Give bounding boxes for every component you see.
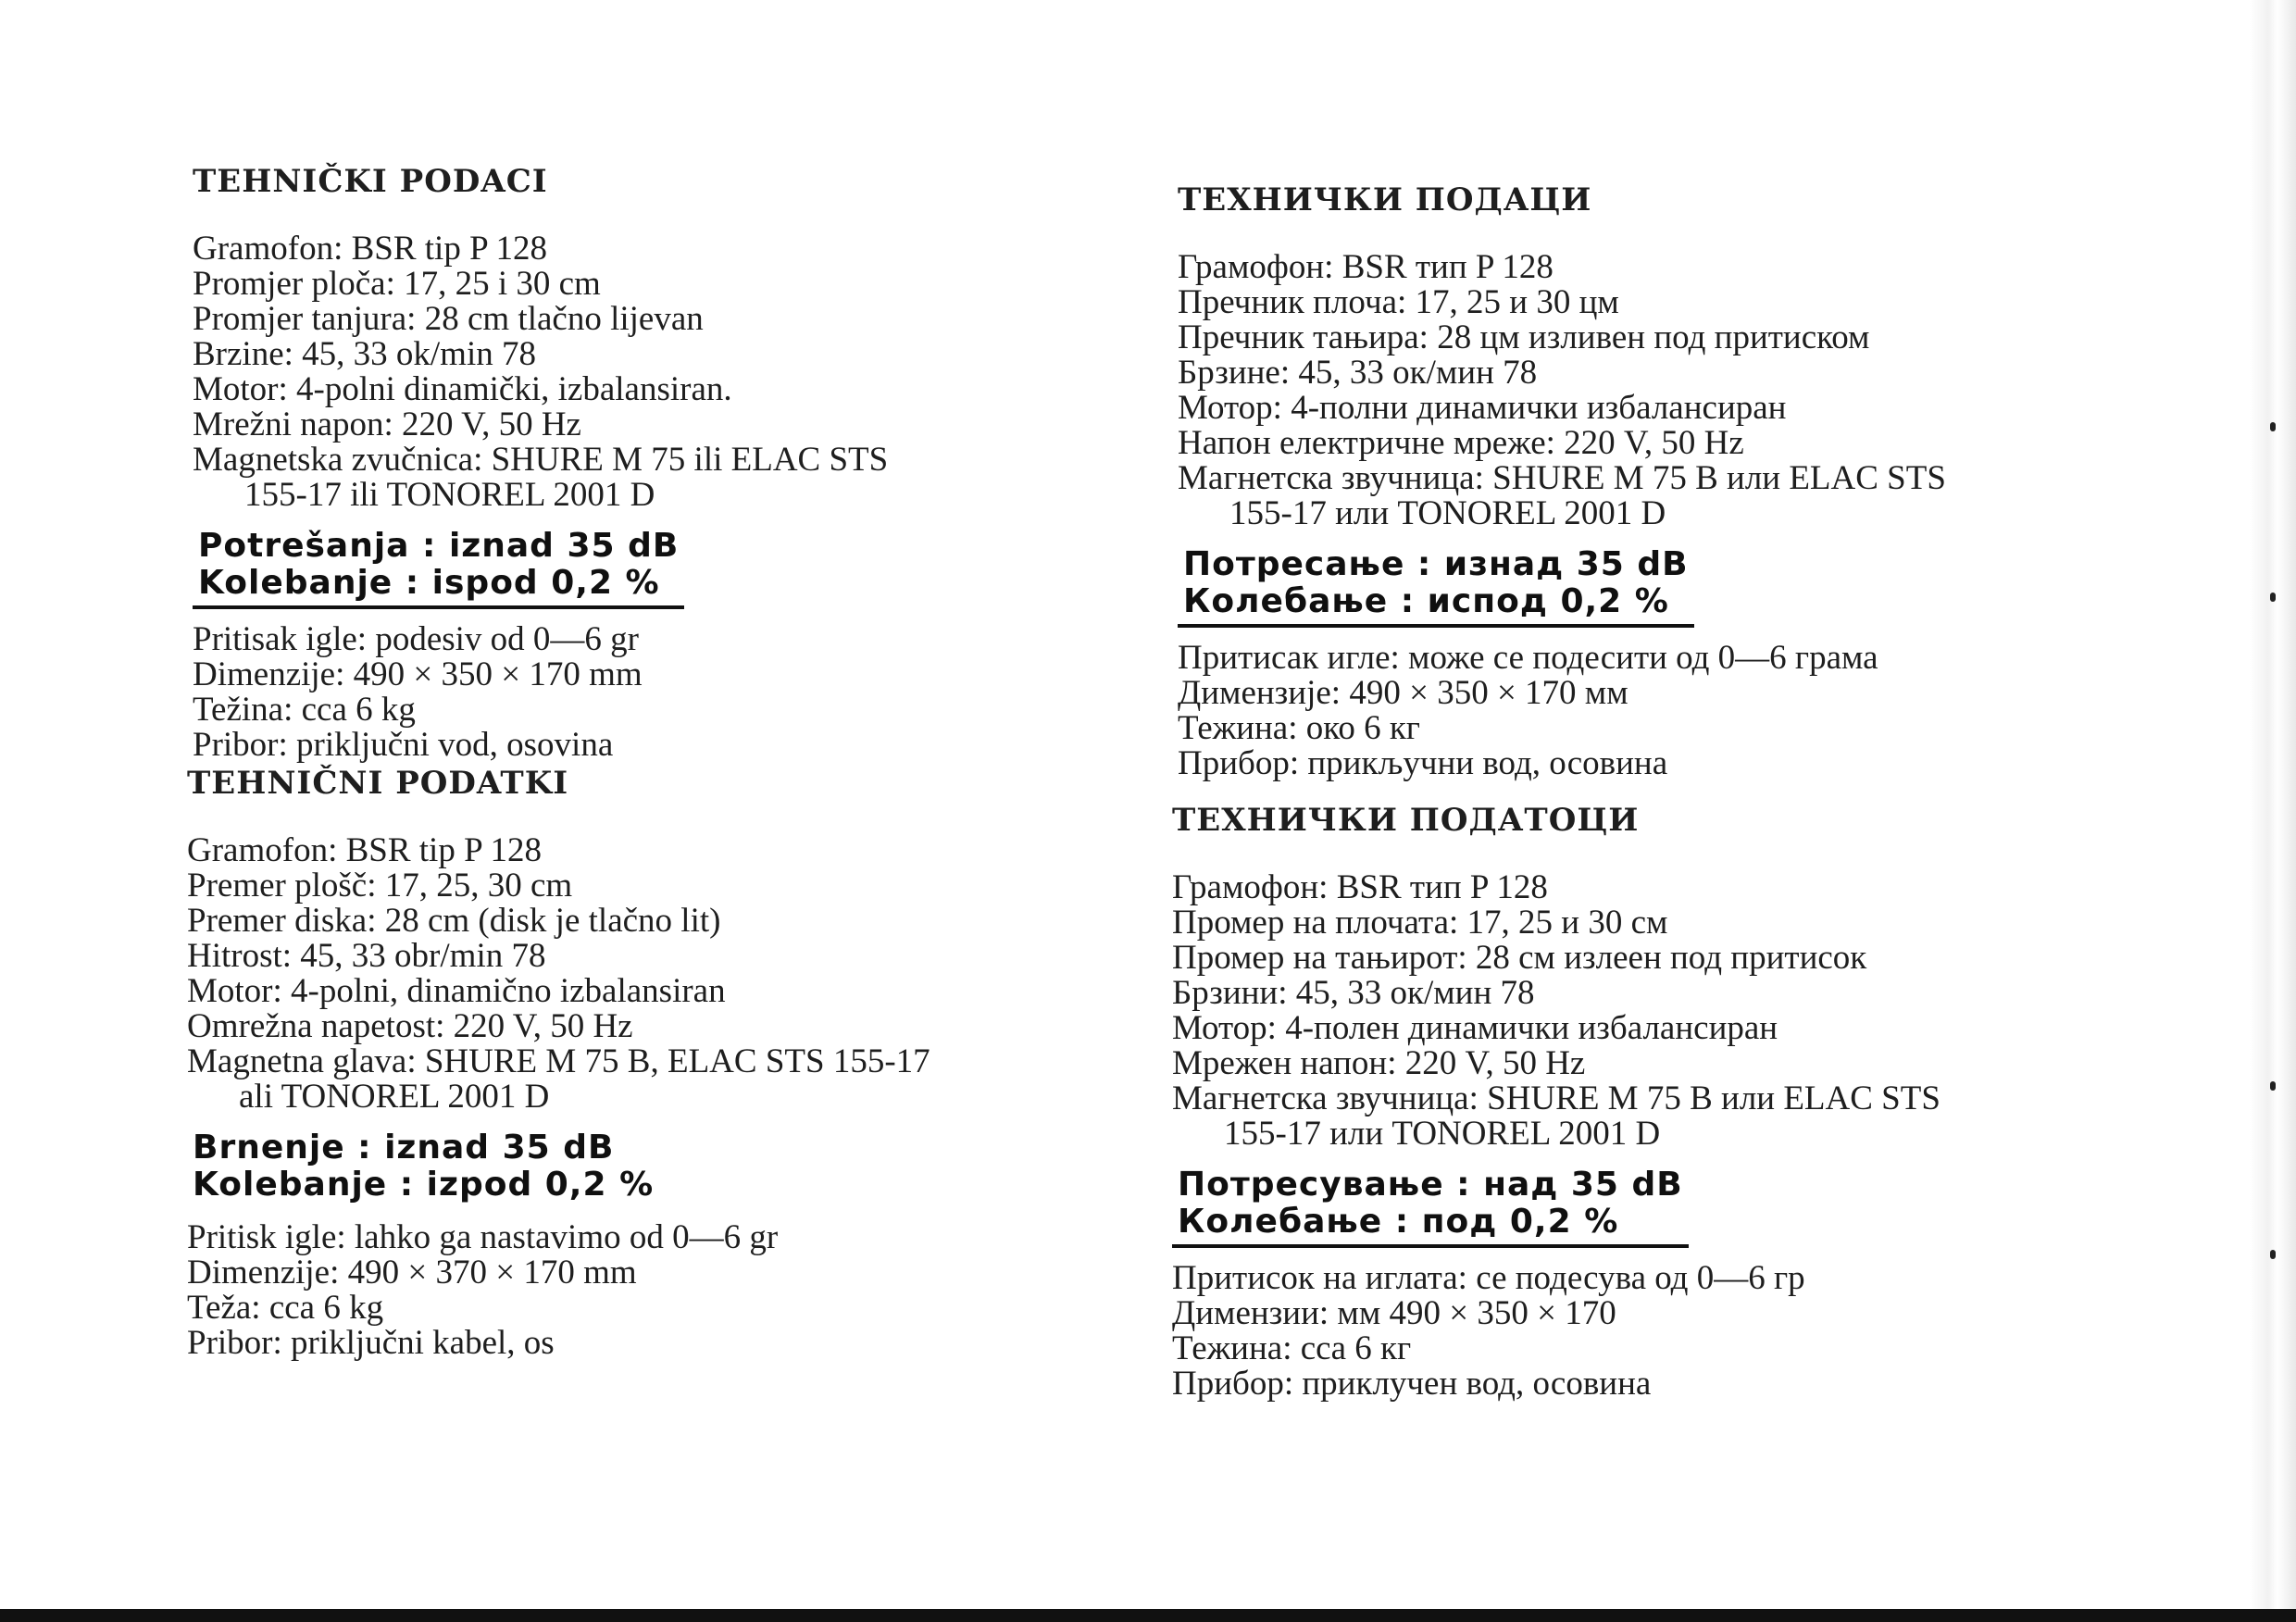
- spec-line: Грамофон: BSR тип P 128: [1178, 248, 1554, 286]
- scan-mark: [2270, 1250, 2276, 1259]
- spec-line: Притисак игле: може се подесити од 0—6 грама: [1178, 639, 1878, 677]
- handwritten-line: Kolebanje : ispod 0,2 %: [198, 565, 679, 602]
- section-slovenian: [187, 765, 930, 1361]
- section-macedonian: [1172, 802, 1940, 1402]
- spec-line: Димензии: мм 490 × 350 × 170: [1172, 1294, 1616, 1332]
- spec-line: Omrežna napetost: 220 V, 50 Hz: [187, 1007, 633, 1045]
- spec-line: Težina: cca 6 kg: [193, 691, 416, 729]
- spec-line: Промер на плочата: 17, 25 и 30 см: [1172, 904, 1668, 942]
- handwritten-correction: [193, 524, 684, 609]
- spec-line: Магнетска звучница: SHURE M 75 B или ELAC STS: [1178, 459, 1946, 497]
- handwritten-line: Kolebanje : izpod 0,2 %: [193, 1166, 655, 1204]
- handwritten-line: Potrešanja : iznad 35 dB: [198, 527, 680, 565]
- section-heading: ТЕХНИЧКИ ПОДАТОЦИ: [1172, 802, 1640, 839]
- spec-line: 155-17 или TONOREL 2001 D: [1224, 1115, 1661, 1153]
- spec-line: Premer diska: 28 cm (disk je tlačno lit): [187, 902, 721, 940]
- spec-line: Тежина: cca 6 кг: [1172, 1329, 1412, 1367]
- spec-line: Magnetska zvučnica: SHURE M 75 ili ELAC STS: [193, 441, 889, 479]
- handwritten-line: Потресање : изнад 35 dB: [1183, 545, 1689, 583]
- spec-line: Magnetna glava: SHURE M 75 B, ELAC STS 155-17: [187, 1042, 930, 1080]
- spec-line: Прибор: приклучен вод, осовина: [1172, 1365, 1652, 1403]
- spec-line: Пречник плоча: 17, 25 и 30 цм: [1178, 283, 1619, 321]
- spec-line: Gramofon: BSR tip P 128: [193, 230, 548, 268]
- section-heading: ТЕХНИЧКИ ПОДАЦИ: [1178, 181, 1592, 218]
- spec-list: [187, 1220, 930, 1361]
- scan-mark: [2270, 422, 2276, 431]
- section-croatian: [193, 163, 888, 763]
- scan-mark: [2270, 593, 2276, 602]
- handwritten-line: Brnenje : iznad 35 dB: [193, 1129, 654, 1167]
- spec-line: Брзини: 45, 33 ок/мин 78: [1172, 974, 1535, 1012]
- spec-line: Brzine: 45, 33 ok/min 78: [193, 335, 536, 373]
- spec-line: Dimenzije: 490 × 370 × 170 mm: [187, 1254, 637, 1291]
- spec-line: Pritisak igle: podesiv od 0—6 gr: [193, 620, 639, 658]
- spec-line: Motor: 4-polni, dinamično izbalansiran: [187, 972, 726, 1010]
- handwritten-line: Потресување : над 35 dB: [1178, 1166, 1683, 1204]
- spec-line: Teža: cca 6 kg: [187, 1289, 384, 1327]
- spec-list: [1178, 641, 1946, 781]
- handwritten-correction: [187, 1126, 659, 1207]
- section-heading: TEHNIČNI PODATKI: [187, 765, 569, 802]
- spec-line: Мотор: 4-полни динамички избалансиран: [1178, 389, 1787, 427]
- spec-line: Hitrost: 45, 33 obr/min 78: [187, 937, 546, 975]
- spec-line: Motor: 4-polni dinamički, izbalansiran.: [193, 370, 732, 408]
- spec-list: [1172, 1261, 1940, 1402]
- spec-line: Pribor: priključni kabel, os: [187, 1324, 555, 1362]
- spec-line: Пречник тањира: 28 цм изливен под притиском: [1178, 318, 1870, 356]
- spec-line: 155-17 ili TONOREL 2001 D: [244, 476, 655, 514]
- spec-list: [1172, 870, 1940, 1152]
- handwritten-correction: [1178, 543, 1694, 628]
- spec-line: Premer plošč: 17, 25, 30 cm: [187, 867, 573, 905]
- spec-list: [1178, 250, 1946, 531]
- handwritten-correction: [1172, 1163, 1689, 1248]
- spec-list: [187, 833, 930, 1115]
- spec-line: Грамофон: BSR тип P 128: [1172, 868, 1548, 906]
- spec-line: ali TONOREL 2001 D: [239, 1078, 550, 1116]
- spec-line: Промер на тањирот: 28 см излеен под притисок: [1172, 939, 1867, 977]
- scan-mark: [2270, 1081, 2276, 1091]
- spec-line: Напон електричне мреже: 220 V, 50 Hz: [1178, 424, 1744, 462]
- spec-line: Dimenzije: 490 × 350 × 170 mm: [193, 655, 643, 693]
- spec-line: Брзине: 45, 33 ок/мин 78: [1178, 354, 1538, 392]
- spec-line: Мрежен напон: 220 V, 50 Hz: [1172, 1044, 1586, 1082]
- handwritten-line: Колебање : испод 0,2 %: [1183, 583, 1689, 620]
- page-edge: [2250, 0, 2296, 1622]
- spec-line: Притисок на иглата: се подесува од 0—6 гр: [1172, 1259, 1805, 1297]
- spec-line: Прибор: прикључни вод, осовина: [1178, 744, 1668, 782]
- spec-line: Mrežni napon: 220 V, 50 Hz: [193, 406, 581, 443]
- spec-line: Pribor: priključni vod, osovina: [193, 726, 614, 764]
- spec-line: Магнетска звучница: SHURE M 75 B или ELAC STS: [1172, 1079, 1940, 1117]
- spec-line: Gramofon: BSR tip P 128: [187, 831, 543, 869]
- spec-line: Мотор: 4-полен динамички избалансиран: [1172, 1009, 1778, 1047]
- scan-border: [0, 1609, 2296, 1622]
- spec-line: Promjer tanjura: 28 cm tlačno lijevan: [193, 300, 704, 338]
- spec-line: Promjer ploča: 17, 25 i 30 cm: [193, 265, 601, 303]
- section-heading: TEHNIČKI PODACI: [193, 163, 548, 200]
- spec-line: Тежина: око 6 кг: [1178, 709, 1420, 747]
- spec-list: [193, 231, 888, 513]
- spec-line: Димензије: 490 × 350 × 170 мм: [1178, 674, 1628, 712]
- spec-list: [193, 622, 888, 763]
- handwritten-line: Колебање : под 0,2 %: [1178, 1204, 1683, 1241]
- spec-line: 155-17 или TONOREL 2001 D: [1229, 494, 1666, 532]
- spec-line: Pritisk igle: lahko ga nastavimo od 0—6 gr: [187, 1218, 779, 1256]
- section-serbian: [1178, 181, 1946, 781]
